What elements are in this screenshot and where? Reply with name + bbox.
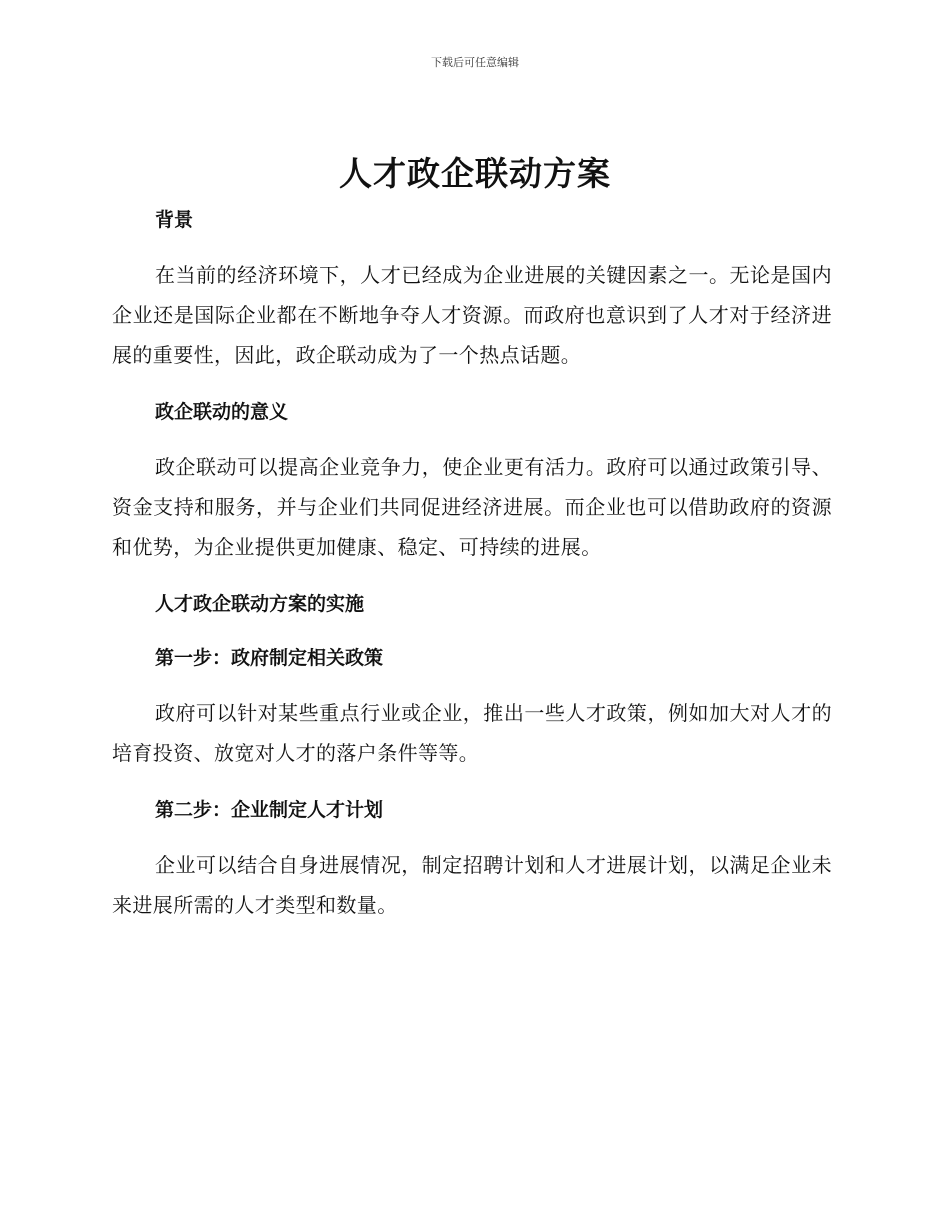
section-paragraph-background: 在当前的经济环境下，人才已经成为企业进展的关键因素之一。无论是国内企业还是国际企业都在不断地争夺人才资源。而政府也意识到了人才对于经济进展的重要性，因此，政企联动成为了一个热点话题。 xyxy=(112,263,832,367)
section-paragraph-significance: 政企联动可以提高企业竞争力，使企业更有活力。政府可以通过政策引导、资金支持和服务，并与企业们共同促进经济进展。而企业也可以借助政府的资源和优势，为企业提供更加健康、稳定、可持续的进展。 xyxy=(112,455,832,559)
section-heading-step-one: 第一步：政府制定相关政策 xyxy=(155,647,384,669)
section-heading-implementation: 人才政企联动方案的实施 xyxy=(155,593,365,615)
section-paragraph-step-two: 企业可以结合自身进展情况，制定招聘计划和人才进展计划，以满足企业未来进展所需的人才类型和数量。 xyxy=(112,853,832,917)
page-title: 人才政企联动方案 xyxy=(339,154,611,193)
section-heading-significance: 政企联动的意义 xyxy=(155,401,289,423)
header-note: 下载后可任意编辑 xyxy=(431,56,519,69)
section-heading-background: 背景 xyxy=(155,209,194,231)
document-body xyxy=(112,201,832,925)
section-paragraph-step-one: 政府可以针对某些重点行业或企业，推出一些人才政策，例如加大对人才的培育投资、放宽对人才的落户条件等等。 xyxy=(112,701,832,765)
section-heading-step-two: 第二步：企业制定人才计划 xyxy=(155,799,384,821)
